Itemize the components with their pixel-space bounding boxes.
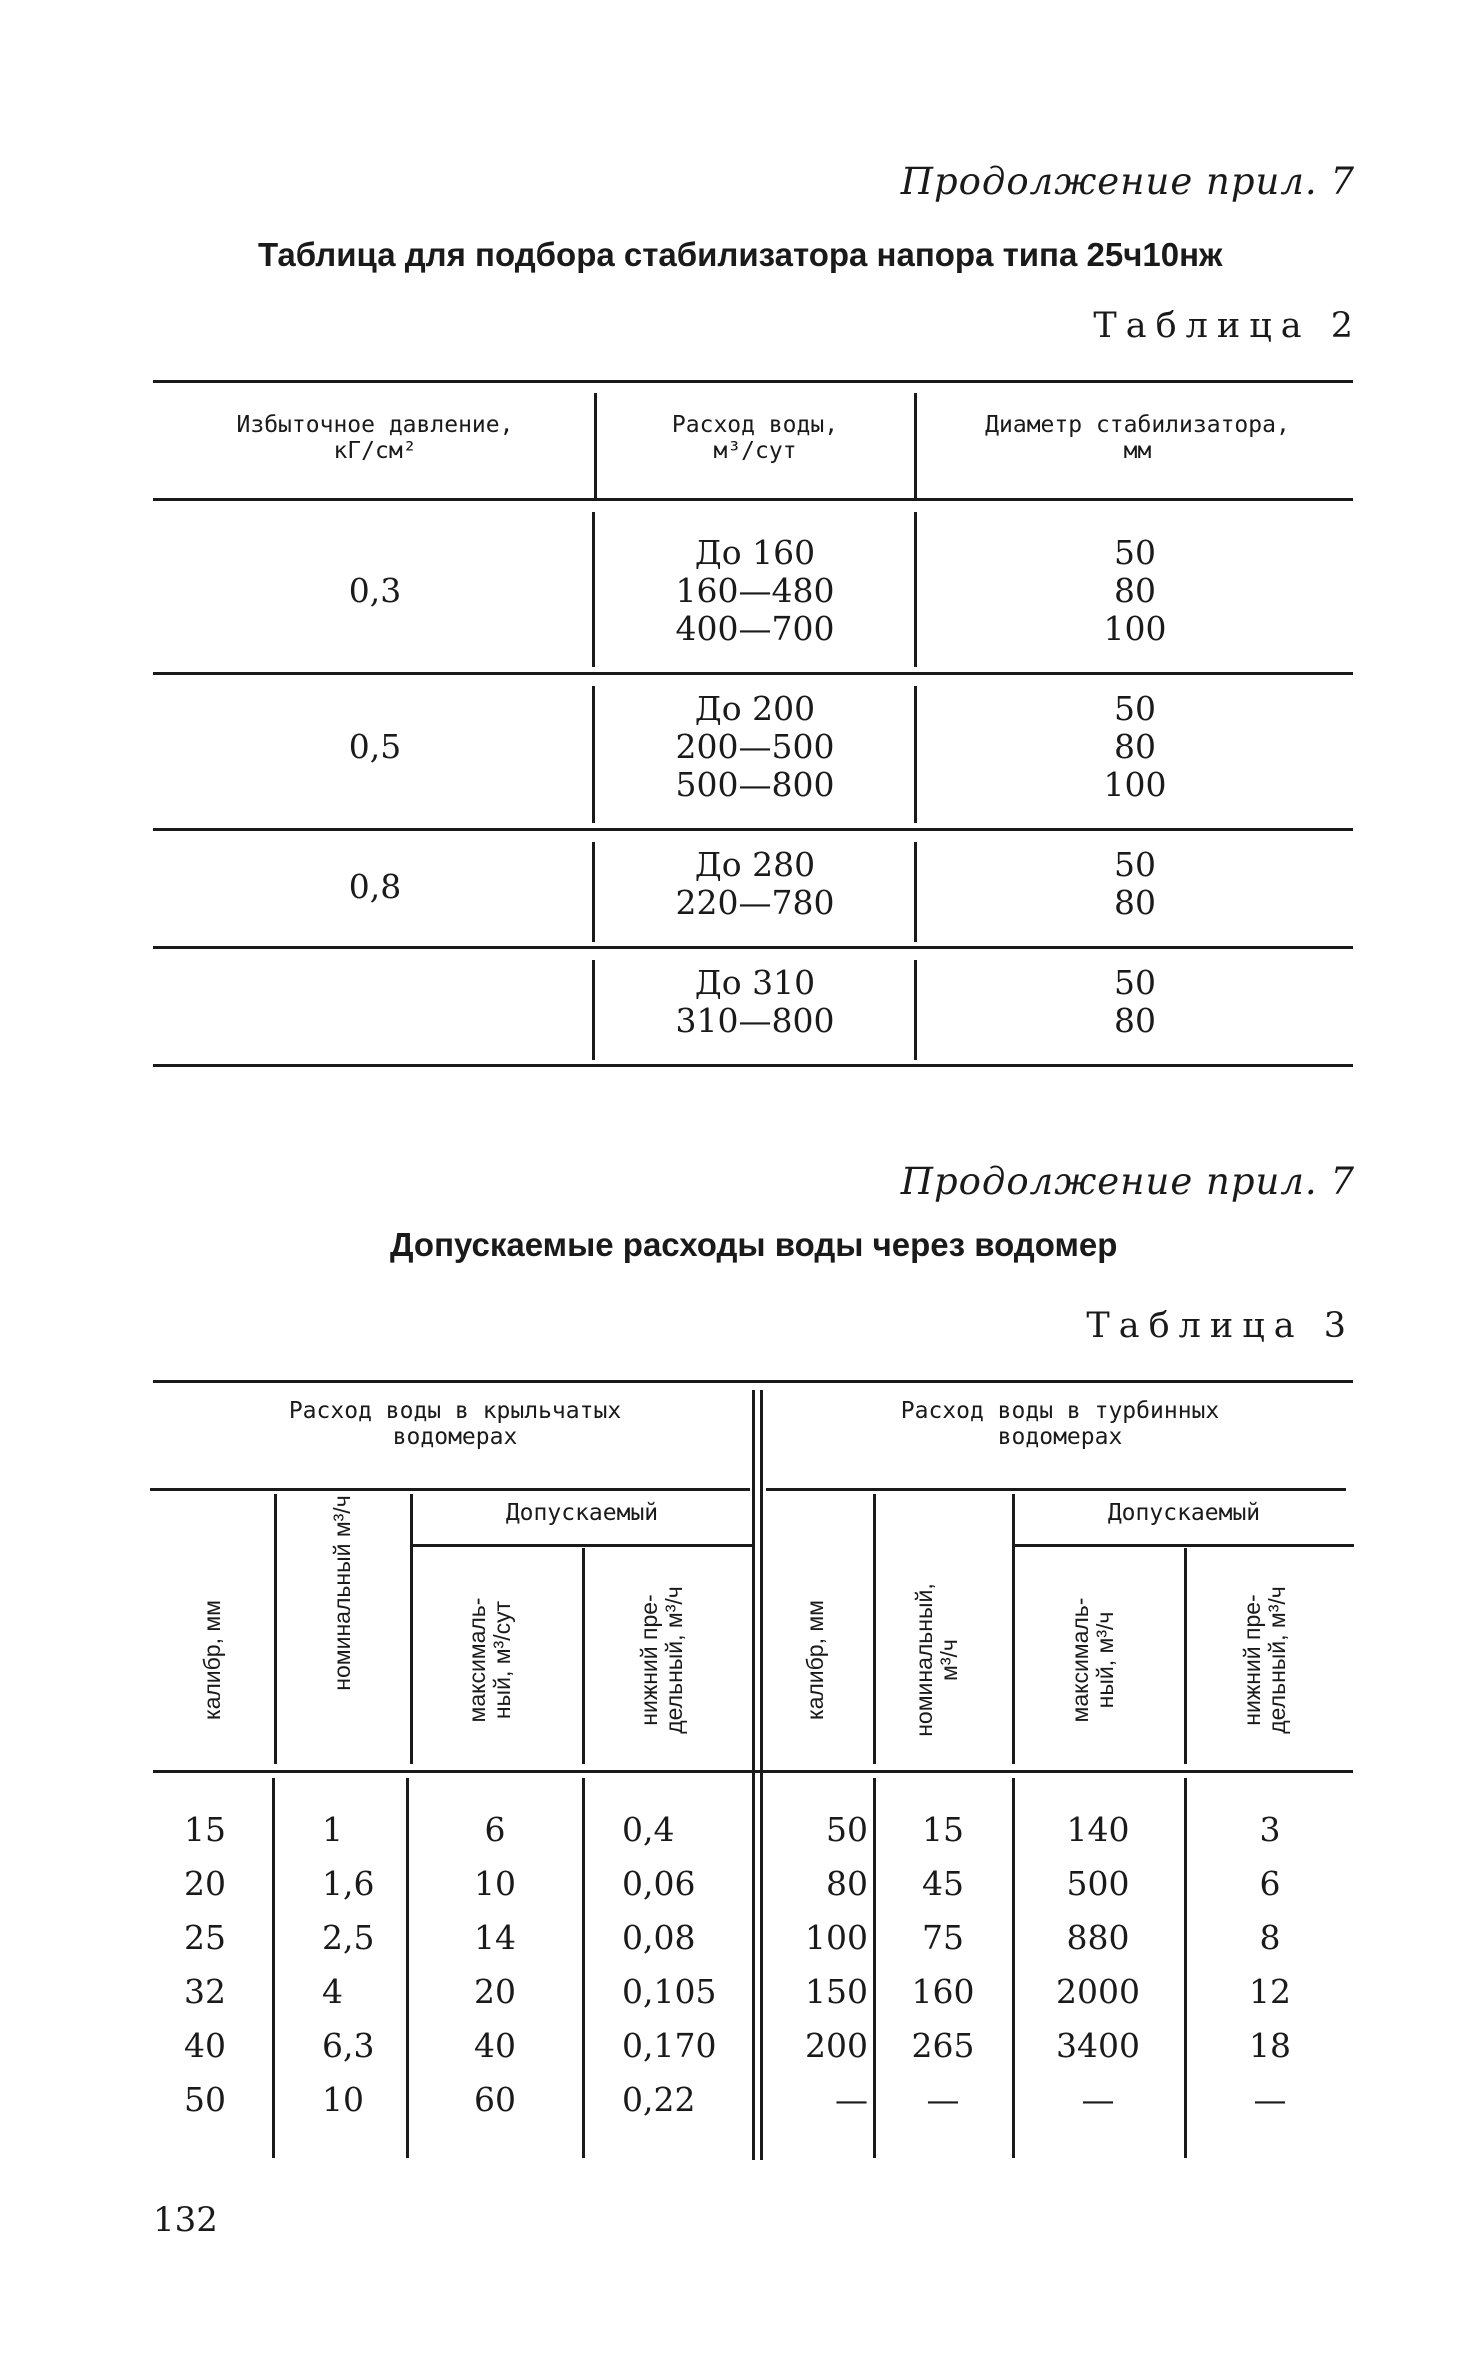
table3-col-divider [1012,1494,1015,1764]
flow-value: 310—800 [675,1001,835,1040]
diameter-cell [930,534,1340,648]
table2-col-divider-2 [914,842,917,942]
table3-cell: 3400 [1056,2026,1140,2065]
continuation-note-1: Продолжение прил. 7 [900,160,1355,203]
table3-cell: — [1253,2080,1287,2119]
table3-cell: 2000 [1056,1972,1140,2011]
flow-cell [598,846,912,922]
col-header-vane-lower: нижний пре- дельный, м³/ч [636,1586,687,1734]
diameter-value: 50 [1114,533,1156,572]
diameter-value: 50 [1114,963,1156,1002]
table3-double-divider [760,1390,763,2160]
table3-cell: 4 [322,1972,343,2011]
table3-cell: 100 [805,1918,868,1957]
table3-cell: 140 [1066,1810,1130,1849]
table3-cell: 14 [474,1918,516,1957]
flow-value: До 160 [694,533,816,572]
header-pressure-line1: Избыточное давление, [236,412,514,438]
header-pressure-line2: кГ/см² [333,438,417,464]
table3-cell: 8 [1259,1918,1281,1957]
table2-col-divider-1 [594,393,597,498]
table3-cell: 60 [474,2080,516,2119]
flow-value: До 310 [694,963,816,1002]
table2-col-divider-1 [592,512,595,667]
table3-cell: 50 [184,2080,226,2119]
table2-group-rule-1 [153,672,1353,675]
table2-header-rule [153,498,1353,501]
table2-col-divider-2 [914,686,917,823]
table3-col-divider [1184,1778,1187,2158]
table2-col-divider-2 [914,960,917,1060]
table3-cell: 1 [322,1810,343,1849]
flow-value: 400—700 [675,609,835,648]
table3-col-divider [1184,1548,1187,1764]
table3-cell: 0,4 [622,1810,675,1849]
table3-col-divider [873,1494,876,1764]
table3-col-divider [406,1778,409,2158]
col-header-vane-caliber: калибр, мм [199,1600,225,1720]
table3-cell: 0,170 [622,2026,717,2065]
header-flow-line1: Расход воды, [671,412,839,438]
header-diameter-line2: мм [1123,438,1152,464]
table3-col-divider [1012,1778,1015,2158]
group-turbine-header [770,1398,1350,1450]
table2-col-divider-1 [592,686,595,823]
group-turbine-line1: Расход воды в турбинных [900,1398,1220,1424]
flow-value: 220—780 [675,883,835,922]
table2-header-diameter [920,412,1355,464]
table3-cell: 12 [1249,1972,1291,2011]
page-number: 132 [153,2200,218,2240]
table2-col-divider-2 [914,512,917,667]
continuation-note-2: Продолжение прил. 7 [900,1160,1355,1203]
table3-cell: 0,06 [622,1864,696,1903]
table3-title: Допускаемые расходы воды через водомер [390,1226,1118,1263]
table3-cell: — [926,2080,960,2119]
col-header-turbine-nominal: номинальный, м³/ч [911,1583,962,1737]
table3-cell: 45 [922,1864,964,1903]
diameter-cell [930,846,1340,922]
table3-cell: 3 [1259,1810,1281,1849]
diameter-value: 50 [1114,689,1156,728]
diameter-cell [930,964,1340,1040]
table3-cell: 265 [911,2026,975,2065]
table3-col-divider [873,1778,876,2158]
group-turbine-line2: водомерах [997,1424,1123,1450]
table3-top-rule [153,1380,1353,1383]
table3-col-divider [274,1494,277,1764]
table2-bottom-rule [153,1064,1353,1067]
flow-value: 160—480 [675,571,835,610]
flow-value: 200—500 [675,727,835,766]
table3-col-divider [410,1494,413,1764]
table3-cell: 20 [184,1864,226,1903]
table3-cell: 150 [805,1972,868,2011]
diameter-cell [930,690,1340,804]
col-header-vane-nominal: номинальный м³/ч [329,1495,355,1691]
diameter-value: 80 [1114,571,1156,610]
table2-col-divider-1 [592,842,595,942]
table3-cell: 6,3 [322,2026,375,2065]
allowed-vane-header: Допускаемый [505,1500,659,1526]
table3-cell: 0,08 [622,1918,696,1957]
allowed-turbine-header: Допускаемый [1107,1500,1261,1526]
table3-cell: 880 [1066,1918,1130,1957]
table3-cell: 6 [1259,1864,1281,1903]
table3-cell: 10 [474,1864,516,1903]
flow-cell [598,534,912,648]
table3-double-divider [752,1390,755,2160]
col-header-vane-max: максималь- ный, м³/сут [464,1597,515,1723]
table3-cell: 15 [184,1810,226,1849]
table3-cell: 0,22 [622,2080,696,2119]
pressure-cell: 0,5 [348,727,402,766]
table3-cell: 50 [826,1810,868,1849]
pressure-cell: 0,8 [348,867,402,906]
table2-col-divider-1 [592,960,595,1060]
table3-col-divider [272,1778,275,2158]
table3-cell: 200 [805,2026,868,2065]
table3-cell: 2,5 [322,1918,375,1957]
diameter-value: 100 [1103,609,1167,648]
diameter-value: 50 [1114,845,1156,884]
table3-cell: 6 [484,1810,506,1849]
table3-group-rule [150,1488,750,1491]
table3-cell: 32 [184,1972,226,2011]
table3-cell: 1,6 [322,1864,375,1903]
table3-cell: 80 [826,1864,868,1903]
group-vane-line1: Расход воды в крыльчатых [288,1398,622,1424]
header-diameter-line1: Диаметр стабилизатора, [985,412,1290,438]
table3-cell: 40 [184,2026,226,2065]
table3-cell: 20 [474,1972,516,2011]
table3-cell: 40 [474,2026,516,2065]
table3-group-rule [766,1488,1346,1491]
table3-cell: 160 [911,1972,975,2011]
flow-value: До 200 [694,689,816,728]
table2-label: Таблица 2 [1093,306,1362,346]
table3-cell: 25 [184,1918,226,1957]
table2-col-divider-2 [914,393,917,498]
table3-allowed-rule [1014,1544,1354,1547]
header-flow-line2: м³/сут [713,438,797,464]
table3-cell: 75 [922,1918,964,1957]
diameter-value: 80 [1114,727,1156,766]
table3-cell: 0,105 [622,1972,717,2011]
col-header-turbine-lower: нижний пре- дельный, м³/ч [1239,1586,1290,1734]
table2-header-flow [598,412,912,464]
col-header-turbine-caliber: калибр, мм [802,1600,828,1720]
diameter-value: 80 [1114,883,1156,922]
table2-title: Таблица для подбора стабилизатора напора типа 25ч10нж [258,236,1223,273]
table2-top-rule [153,380,1353,383]
table3-cell: 500 [1066,1864,1130,1903]
diameter-value: 100 [1103,765,1167,804]
flow-value: 500—800 [675,765,835,804]
table3-cell: 15 [922,1810,964,1849]
flow-value: До 280 [694,845,816,884]
table3-col-divider [582,1778,585,2158]
flow-cell [598,690,912,804]
flow-cell [598,964,912,1040]
group-vane-header [170,1398,740,1450]
table2-group-rule-3 [153,946,1353,949]
table3-label: Таблица 3 [1086,1306,1355,1346]
table3-col-divider [582,1548,585,1764]
table2-group-rule-2 [153,828,1353,831]
table3-cell: — [1081,2080,1115,2119]
pressure-cell: 0,3 [348,571,402,610]
col-header-turbine-max: максималь- ный, м³/ч [1067,1597,1118,1723]
diameter-value: 80 [1114,1001,1156,1040]
group-vane-line2: водомерах [392,1424,518,1450]
table2-header-pressure [160,412,590,464]
table3-cell: 18 [1249,2026,1291,2065]
table3-cell: — [835,2080,868,2119]
table3-cell: 10 [322,2080,364,2119]
table3-allowed-rule [412,1544,752,1547]
